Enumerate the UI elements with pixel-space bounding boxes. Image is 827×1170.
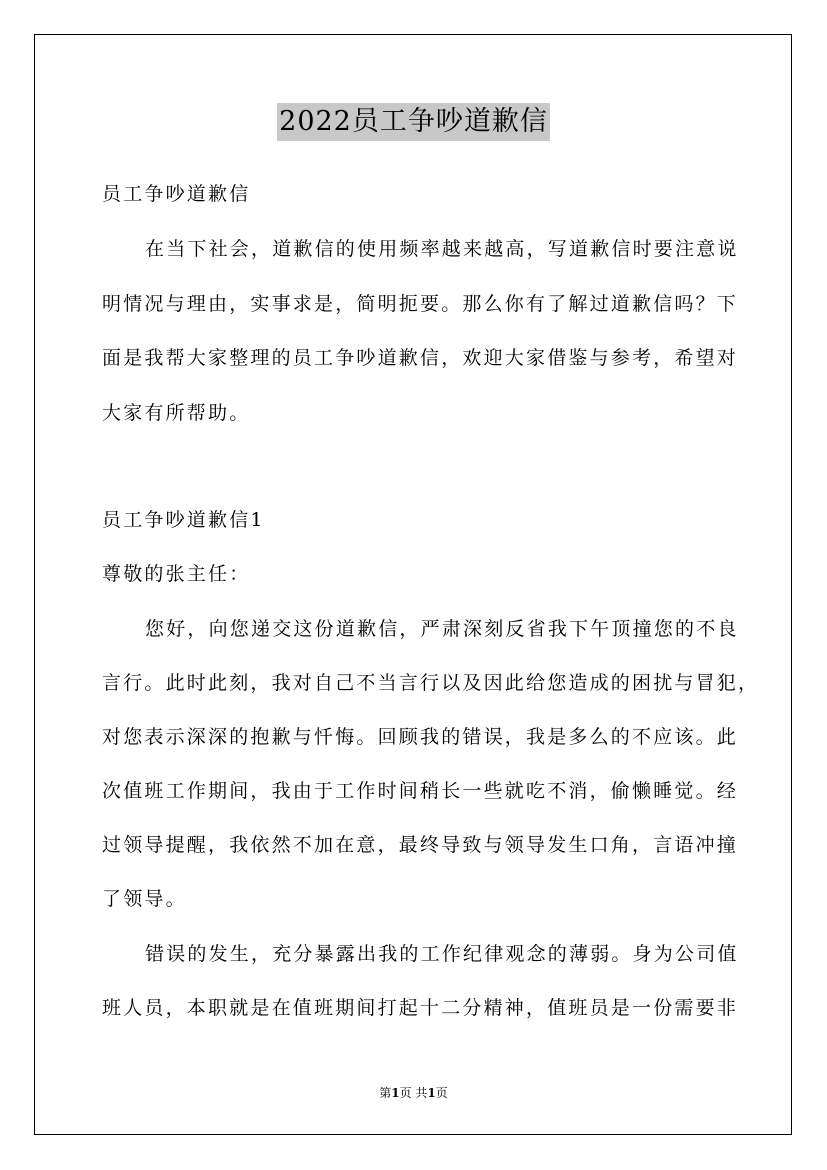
paragraph-line: 班人员，本职就是在值班期间打起十二分精神，值班员是一份需要非 <box>102 997 739 1019</box>
footer-page-number: 1 <box>391 1086 400 1100</box>
footer-total-suffix: 页 <box>435 1086 448 1100</box>
page-footer <box>0 1084 827 1101</box>
paragraph-line: 言行。此时此刻，我对自己不当言行以及因此给您造成的困扰与冒犯， <box>102 672 760 694</box>
document-title: 2022员工争吵道歉信 <box>277 103 550 141</box>
footer-page-prefix: 第 <box>379 1086 392 1100</box>
salutation: 尊敬的张主任： <box>102 563 251 585</box>
paragraph-line: 过领导提醒，我依然不加在意，最终导致与领导发生口角，言语冲撞 <box>102 834 739 856</box>
footer-total-pages: 1 <box>427 1086 436 1100</box>
footer-page-suffix: 页 共 <box>399 1086 428 1100</box>
intro-line: 明情况与理由，实事求是，简明扼要。那么你有了解过道歉信吗？下 <box>102 293 739 315</box>
document-subtitle: 员工争吵道歉信 <box>102 183 251 205</box>
intro-line: 面是我帮大家整理的员工争吵道歉信，欢迎大家借鉴与参考，希望对 <box>102 347 739 369</box>
section-heading: 员工争吵道歉信1 <box>102 509 265 531</box>
paragraph-line: 对您表示深深的抱歉与忏悔。回顾我的错误，我是多么的不应该。此 <box>102 726 739 748</box>
paragraph-line: 错误的发生，充分暴露出我的工作纪律观念的薄弱。身为公司值 <box>145 943 739 965</box>
intro-line: 在当下社会，道歉信的使用频率越来越高，写道歉信时要注意说 <box>145 238 739 260</box>
intro-line: 大家有所帮助。 <box>102 402 251 424</box>
paragraph-line: 您好，向您递交这份道歉信，严肃深刻反省我下午顶撞您的不良 <box>145 618 739 640</box>
paragraph-line: 次值班工作期间，我由于工作时间稍长一些就吃不消，偷懒睡觉。经 <box>102 780 739 802</box>
title-container <box>0 103 827 141</box>
paragraph-line: 了领导。 <box>102 888 187 910</box>
